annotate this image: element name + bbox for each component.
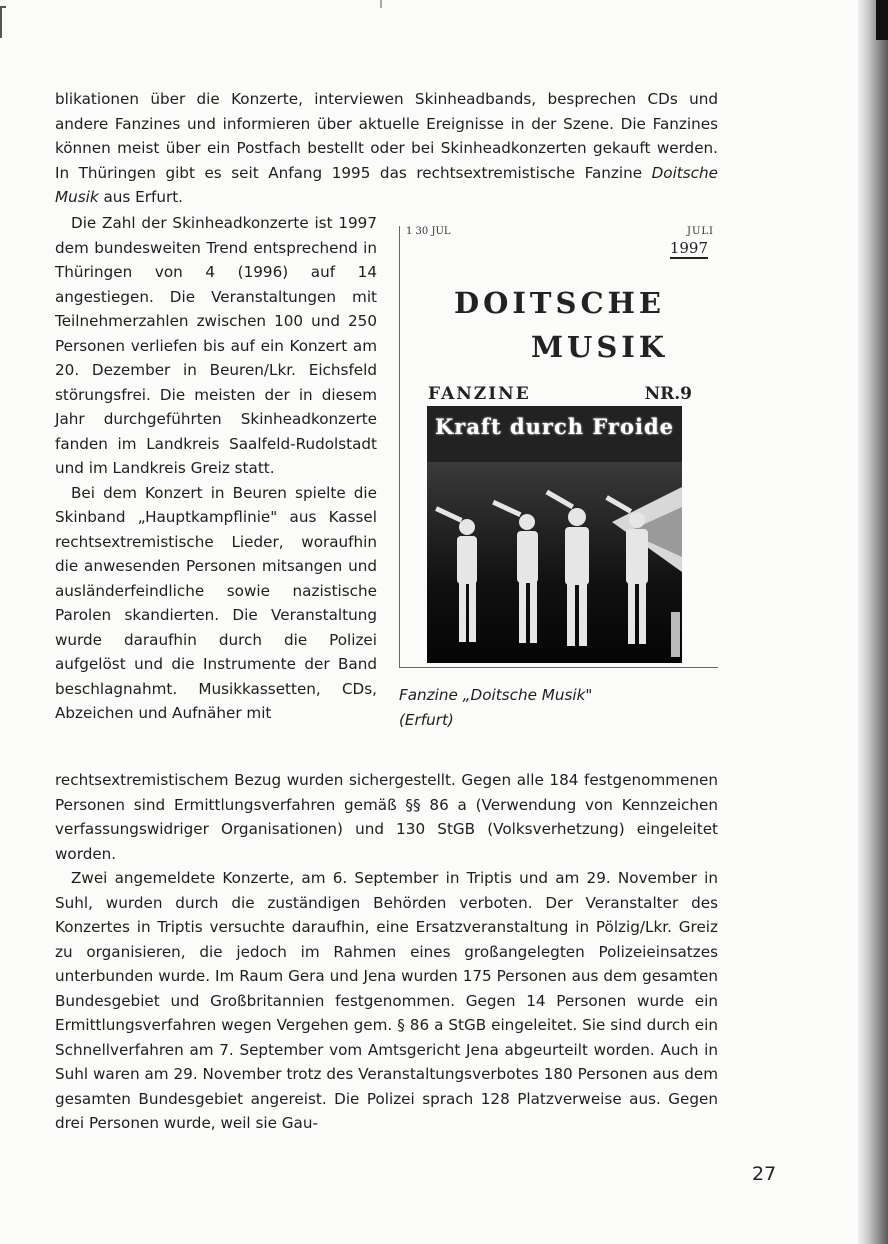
cover-banner-title: Kraft durch Froide bbox=[435, 414, 674, 439]
cover-title-line-2: MUSIK bbox=[530, 330, 669, 364]
cover-issue-number: NR.9 bbox=[644, 384, 692, 404]
paragraph-3-part-a: Bei dem Konzert in Beuren spielte die Skinband „Hauptkampflinie" aus Kassel rechtsextremistische Lieder, woraufhin die anwesenden Personen mitsangen und ausländerfeindliche sowie nazistische Parolen skandierten. Die Veranstaltung wurde daraufhin durch die Polizei aufgelöst und die Instrumente der Band beschlagnahmt. Musikkassetten, CDs, Abzeichen und Aufnäher mit bbox=[55, 483, 377, 722]
cover-banner bbox=[427, 406, 682, 464]
cover-image bbox=[427, 406, 682, 663]
book-binding-edge bbox=[858, 0, 888, 1244]
paragraph-2: Die Zahl der Skinheadkonzerte ist 1997 dem bundesweiten Trend entsprechend in Thüringen von 4 (1996) auf 14 angestiegen. Die Veranstaltungen mit Teilnehmerzahlen zwischen 100 und 250 Personen verliefen bis auf ein Konzert am 20. Dezember in Beuren/Lkr. Eichsfeld störungsfrei. Die meisten der in diesem Jahr durchgeführten Skinheadkonzerte fanden im Landkreis Saalfeld-Rudolstadt und im Landkreis Greiz statt. bbox=[55, 214, 377, 477]
cover-title-line-1: DOITSCHE bbox=[453, 286, 666, 320]
date-stamp-left: 1 30 JUL bbox=[406, 226, 451, 237]
caption-line-1: Fanzine „Doitsche Musik" bbox=[399, 686, 593, 704]
page-number: 27 bbox=[752, 1163, 777, 1185]
paragraph-3-part-b: rechtsextremistischem Bezug wurden sichergestellt. Gegen alle 184 festgenommenen Personen sind Ermittlungsverfahren gemäß §§ 86 a (Verwendung von Kennzeichen verfassungswidriger Organisationen) und 130 StGB (Volksverhetzung) eingeleitet worden. bbox=[55, 771, 718, 863]
crop-mark bbox=[0, 6, 6, 38]
top-tick-mark bbox=[380, 0, 382, 8]
cover-year: 1997 bbox=[669, 239, 708, 257]
fanzine-cover-figure bbox=[399, 226, 718, 668]
binding-shadow bbox=[876, 0, 888, 40]
figure-caption bbox=[399, 683, 689, 732]
paragraph-1 bbox=[55, 87, 718, 210]
paragraph-4: Zwei angemeldete Konzerte, am 6. September in Triptis und am 29. November in Suhl, wurden durch die zuständigen Behörden verboten. Der Veranstalter des Konzertes in Triptis versuchte daraufhin, eine Ersatzveranstaltung in Pölzig/Lkr. Greiz zu organisieren, die jedoch im Rahmen eines großangelegten Polizeieinsatzes unterbunden wurde. Im Raum Gera und Jena wurden 175 Personen aus dem gesamten Bundesgebiet und Großbritannien festgenommen. Gegen 14 Personen wurde ein Ermittlungsverfahren wegen Vergehen gem. § 86 a StGB eingeleitet. Sie sind durch ein Schnellverfahren am 7. September vom Amtsgericht Jena abgeurteilt worden. Auch in Suhl waren am 29. November trotz des Veranstaltungsverbotes 180 Personen aus dem gesamten Bundesgebiet angereist. Die Polizei sprach 128 Platzverweise aus. Gegen drei Personen wurde, weil sie Gau- bbox=[55, 869, 718, 1132]
paragraph-1-end: aus Erfurt. bbox=[98, 188, 184, 206]
fanzine-name: Doitsche Musik bbox=[55, 163, 718, 206]
cover-photo-figures bbox=[427, 462, 682, 663]
continuation-column bbox=[55, 768, 718, 1136]
narrow-column bbox=[55, 211, 377, 726]
caption-line-2: (Erfurt) bbox=[399, 710, 454, 729]
paragraph-1-text: blikationen über die Konzerte, interviewen Skinheadbands, besprechen CDs und andere Fanzines und informieren über aktuelle Ereignisse in der Szene. Die Fanzines können meist über ein Postfach bestellt oder bei Skinheadkonzerten gekauft werden. In Thüringen gibt es seit Anfang 1995 das rechtsextremistische Fanzine bbox=[55, 90, 718, 182]
cover-fanzine-label: FANZINE bbox=[428, 384, 531, 404]
date-stamp-right: JULI bbox=[686, 226, 714, 237]
